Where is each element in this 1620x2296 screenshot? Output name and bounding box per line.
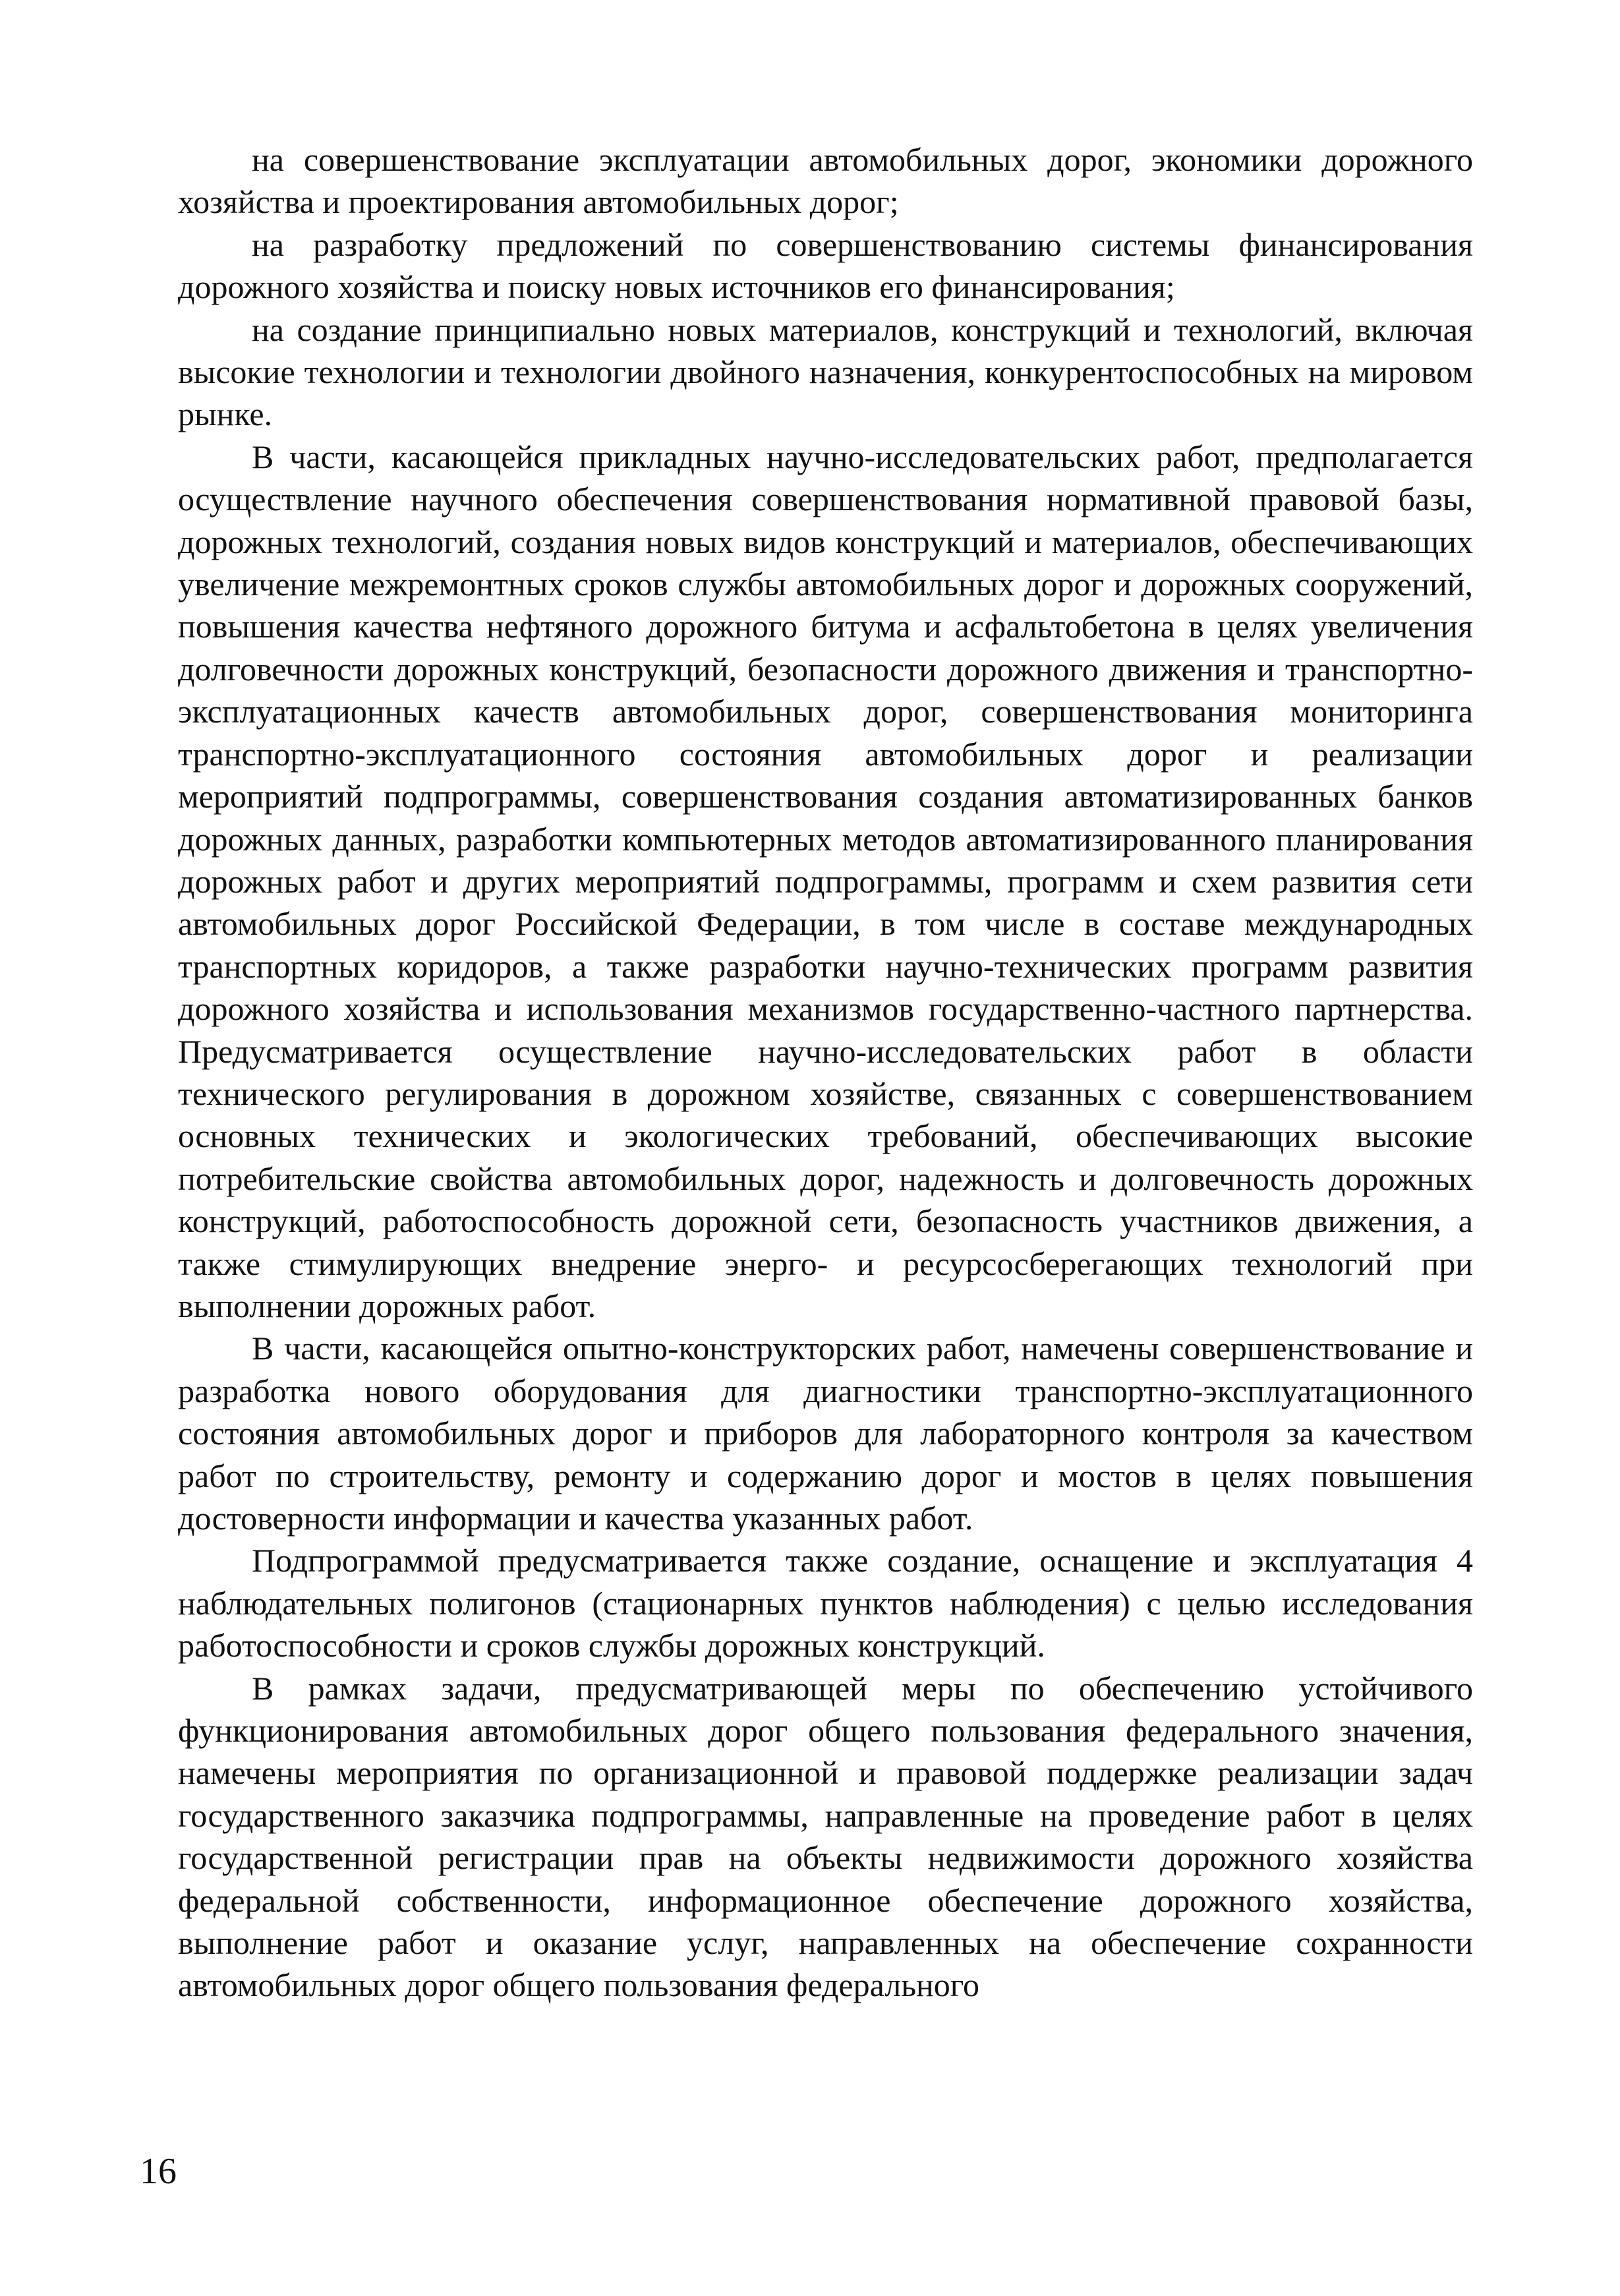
paragraph-1: на совершенствование эксплуатации автомобильных дорог, экономики дорожного хозяйства и проектирования автомобильных дорог; xyxy=(178,141,1473,221)
paragraph-7: В рамках задачи, предусматривающей меры по обеспечению устойчивого функционирования автомобильных дорог общего пользования федерального значения, намечены мероприятия по организационной и правовой поддержке реализации задач государственного заказчика подпрограммы, направленные на проведение работ в целях государственной регистрации прав на объекты недвижимости дорожного хозяйства федеральной собственности, информационное обеспечение дорожного хозяйства, выполнение работ и оказание услуг, направленных на обеспечение сохранности автомобильных дорог общего пользования федерального xyxy=(178,1669,1473,2004)
body-text xyxy=(178,138,1473,2007)
paragraph-6: Подпрограммой предусматривается также создание, оснащение и эксплуатация 4 наблюдательных полигонов (стационарных пунктов наблюдения) с целью исследования работоспособности и сроков службы дорожных конструкций. xyxy=(178,1542,1473,1664)
paragraph-3: на создание принципиально новых материалов, конструкций и технологий, включая высокие технологии и технологии двойного назначения, конкурентоспособных на мировом рынке. xyxy=(178,310,1473,433)
page-number: 16 xyxy=(140,2151,177,2192)
paragraph-4: В части, касающейся прикладных научно-исследовательских работ, предполагается осуществление научного обеспечения совершенствования нормативной правовой базы, дорожных технологий, создания новых видов конструкций и материалов, обеспечивающих увеличение межремонтных сроков службы автомобильных дорог и дорожных сооружений, повышения качества нефтяного дорожного битума и асфальтобетона в целях увеличения долговечности дорожных конструкций, безопасности дорожного движения и транспортно-эксплуатационных качеств автомобильных дорог, совершенствования мониторинга транспортно-эксплуатационного состояния автомобильных дорог и реализации мероприятий подпрограммы, совершенствования создания автоматизированных банков дорожных данных, разработки компьютерных методов автоматизированного планирования дорожных работ и других мероприятий подпрограммы, программ и схем развития сети автомобильных дорог Российской Федерации, в том числе в составе международных транспортных коридоров, а также разработки научно-технических программ развития дорожного хозяйства и использования механизмов государственно-частного партнерства. Предусматривается осуществление научно-исследовательских работ в области технического регулирования в дорожном хозяйстве, связанных с совершенствованием основных технических и экологических требований, обеспечивающих высокие потребительские свойства автомобильных дорог, надежность и долговечность дорожных конструкций, работоспособность дорожной сети, безопасность участников движения, а также стимулирующих внедрение энерго- и ресурсосберегающих технологий при выполнении дорожных работ. xyxy=(178,438,1473,1324)
paragraph-2: на разработку предложений по совершенствованию системы финансирования дорожного хозяйства и поиску новых источников его финансирования; xyxy=(178,225,1473,306)
paragraph-5: В части, касающейся опытно-конструкторских работ, намечены совершенствование и разработка нового оборудования для диагностики транспортно-эксплуатационного состояния автомобильных дорог и приборов для лабораторного контроля за качеством работ по строительству, ремонту и содержанию дорог и мостов в целях повышения достоверности информации и качества указанных работ. xyxy=(178,1330,1473,1537)
